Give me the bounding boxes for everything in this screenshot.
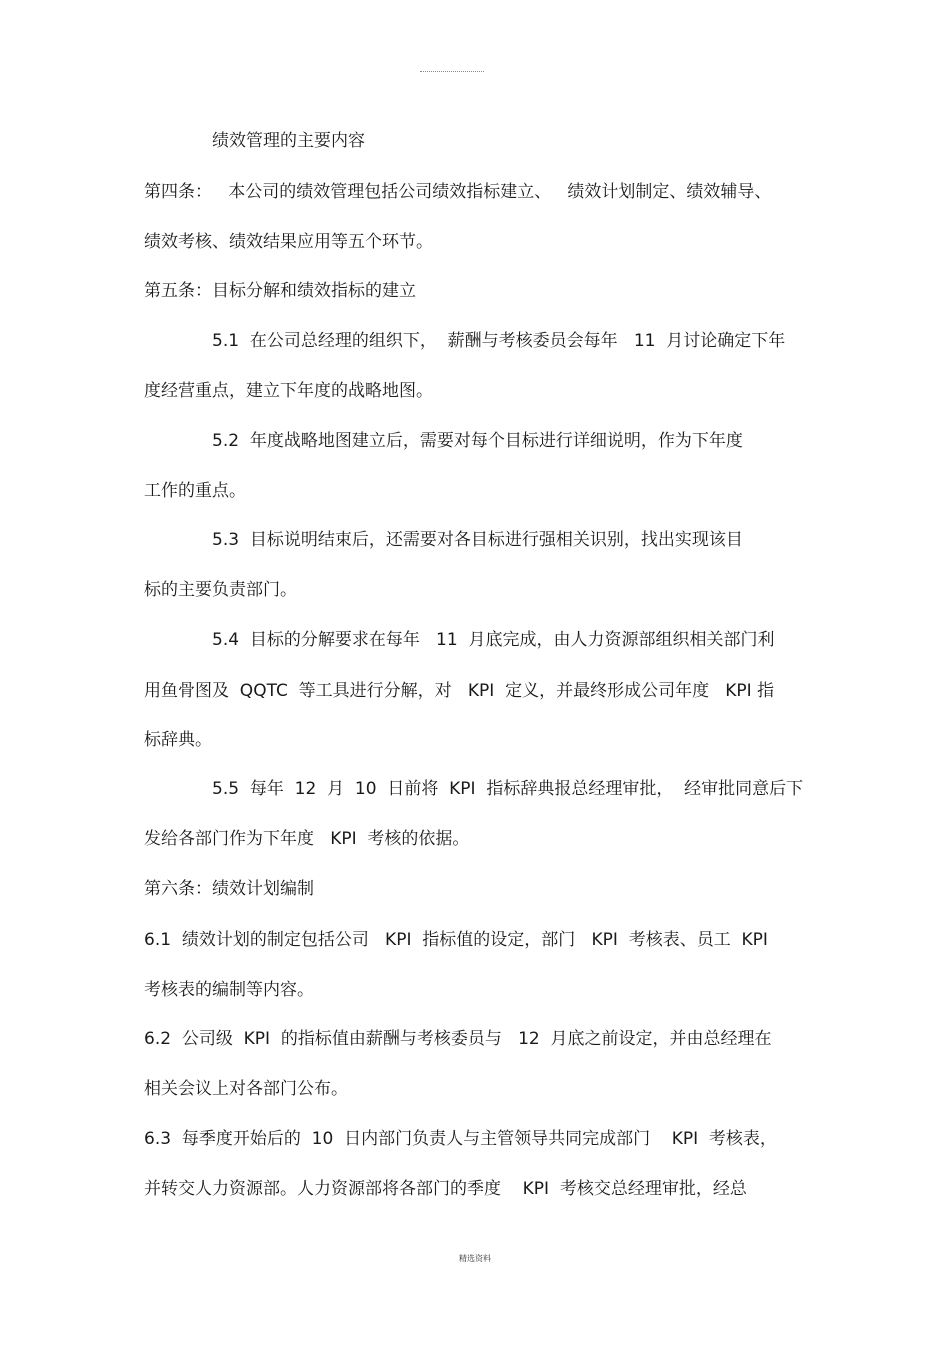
para-6-1-line-2: 考核表的编制等内容。 — [144, 980, 314, 1000]
page-footer: 精选资料 — [459, 1254, 491, 1263]
para-5-3-line-1: 5.3 目标说明结束后，还需要对各目标进行强相关识别，找出实现该目 — [212, 530, 743, 550]
section-heading: 绩效管理的主要内容 — [212, 131, 365, 151]
para-5-2-line-2: 工作的重点。 — [144, 481, 246, 501]
para-6-2-line-1: 6.2 公司级 KPI 的指标值由薪酬与考核委员与 12 月底之前设定，并由总经理在 — [144, 1029, 772, 1049]
article-4-line-2: 绩效考核、绩效结果应用等五个环节。 — [144, 232, 433, 252]
para-5-4-line-3: 标辞典。 — [144, 730, 212, 750]
para-6-1-line-1: 6.1 绩效计划的制定包括公司 KPI 指标值的设定，部门 KPI 考核表、员工 KPI — [144, 930, 768, 950]
article-5-heading: 第五条：目标分解和绩效指标的建立 — [144, 281, 416, 301]
para-5-5-line-2: 发给各部门作为下年度 KPI 考核的依据。 — [144, 829, 470, 849]
para-6-2-line-2: 相关会议上对各部门公布。 — [144, 1079, 348, 1099]
para-5-5-line-1: 5.5 每年 12 月 10 日前将 KPI 指标辞典报总经理审批， 经审批同意后下 — [212, 779, 804, 799]
article-6-heading: 第六条：绩效计划编制 — [144, 879, 314, 899]
para-5-4-line-2: 用鱼骨图及 QQTC 等工具进行分解，对 KPI 定义，并最终形成公司年度 KPI 指 — [144, 681, 775, 701]
para-6-3-line-1: 6.3 每季度开始后的 10 日内部门负责人与主管领导共同完成部门 KPI 考核表， — [144, 1129, 777, 1149]
para-5-1-line-2: 度经营重点，建立下年度的战略地图。 — [144, 381, 433, 401]
para-5-2-line-1: 5.2 年度战略地图建立后，需要对每个目标进行详细说明，作为下年度 — [212, 431, 743, 451]
para-5-4-line-1: 5.4 目标的分解要求在每年 11 月底完成，由人力资源部组织相关部门利 — [212, 630, 775, 650]
para-5-1-line-1: 5.1 在公司总经理的组织下， 薪酬与考核委员会每年 11 月讨论确定下年 — [212, 331, 786, 351]
header-rule — [420, 71, 484, 72]
para-6-3-line-2: 并转交人力资源部。人力资源部将各部门的季度 KPI 考核交总经理审批，经总 — [144, 1179, 747, 1199]
article-4-line-1: 第四条： 本公司的绩效管理包括公司绩效指标建立、 绩效计划制定、绩效辅导、 — [144, 182, 772, 202]
para-5-3-line-2: 标的主要负责部门。 — [144, 580, 297, 600]
